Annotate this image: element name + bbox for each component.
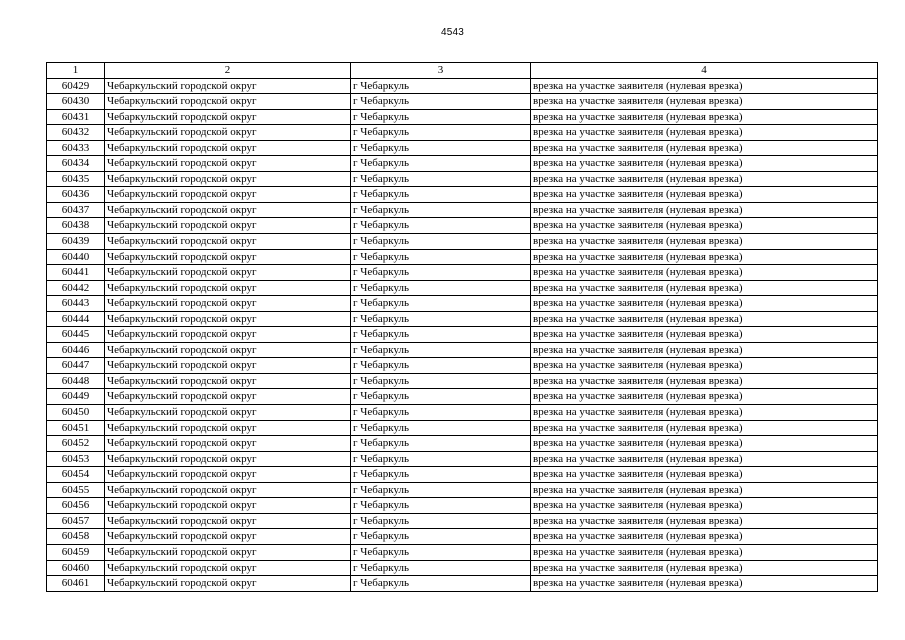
column-header-2: 2 [105, 63, 351, 79]
connection-type-cell: врезка на участке заявителя (нулевая врезка) [531, 249, 878, 265]
connection-type-cell: врезка на участке заявителя (нулевая врезка) [531, 78, 878, 94]
municipality-cell: Чебаркульский городской округ [105, 171, 351, 187]
row-number-cell: 60436 [47, 187, 105, 203]
locality-cell: г Чебаркуль [351, 171, 531, 187]
row-number-cell: 60447 [47, 358, 105, 374]
locality-cell: г Чебаркуль [351, 94, 531, 110]
table-row [47, 311, 878, 327]
connection-type-cell: врезка на участке заявителя (нулевая врезка) [531, 140, 878, 156]
table-row [47, 125, 878, 141]
locality-cell: г Чебаркуль [351, 405, 531, 421]
municipality-cell: Чебаркульский городской округ [105, 405, 351, 421]
locality-cell: г Чебаркуль [351, 249, 531, 265]
row-number-cell: 60454 [47, 467, 105, 483]
locality-cell: г Чебаркуль [351, 467, 531, 483]
table-row [47, 265, 878, 281]
municipality-cell: Чебаркульский городской округ [105, 327, 351, 343]
locality-cell: г Чебаркуль [351, 218, 531, 234]
row-number-cell: 60446 [47, 342, 105, 358]
table-row [47, 436, 878, 452]
connection-type-cell: врезка на участке заявителя (нулевая врезка) [531, 342, 878, 358]
row-number-cell: 60450 [47, 405, 105, 421]
municipality-cell: Чебаркульский городской округ [105, 125, 351, 141]
table-row [47, 544, 878, 560]
connection-type-cell: врезка на участке заявителя (нулевая врезка) [531, 125, 878, 141]
municipality-cell: Чебаркульский городской округ [105, 249, 351, 265]
connection-type-cell: врезка на участке заявителя (нулевая врезка) [531, 451, 878, 467]
locality-cell: г Чебаркуль [351, 109, 531, 125]
table-row [47, 498, 878, 514]
table-body [47, 78, 878, 591]
municipality-cell: Чебаркульский городской округ [105, 140, 351, 156]
connection-type-cell: врезка на участке заявителя (нулевая врезка) [531, 218, 878, 234]
locality-cell: г Чебаркуль [351, 311, 531, 327]
locality-cell: г Чебаркуль [351, 513, 531, 529]
locality-cell: г Чебаркуль [351, 451, 531, 467]
row-number-cell: 60434 [47, 156, 105, 172]
table-row [47, 358, 878, 374]
table-row [47, 529, 878, 545]
row-number-cell: 60442 [47, 280, 105, 296]
municipality-cell: Чебаркульский городской округ [105, 451, 351, 467]
row-number-cell: 60431 [47, 109, 105, 125]
table-row [47, 467, 878, 483]
municipality-cell: Чебаркульский городской округ [105, 373, 351, 389]
registry-table [46, 62, 878, 592]
table-row [47, 280, 878, 296]
table-row [47, 420, 878, 436]
municipality-cell: Чебаркульский городской округ [105, 342, 351, 358]
connection-type-cell: врезка на участке заявителя (нулевая врезка) [531, 311, 878, 327]
row-number-cell: 60441 [47, 265, 105, 281]
table-row [47, 94, 878, 110]
connection-type-cell: врезка на участке заявителя (нулевая врезка) [531, 171, 878, 187]
municipality-cell: Чебаркульский городской округ [105, 156, 351, 172]
locality-cell: г Чебаркуль [351, 342, 531, 358]
municipality-cell: Чебаркульский городской округ [105, 280, 351, 296]
locality-cell: г Чебаркуль [351, 78, 531, 94]
municipality-cell: Чебаркульский городской округ [105, 265, 351, 281]
table-row [47, 405, 878, 421]
municipality-cell: Чебаркульский городской округ [105, 544, 351, 560]
row-number-cell: 60433 [47, 140, 105, 156]
row-number-cell: 60453 [47, 451, 105, 467]
municipality-cell: Чебаркульский городской округ [105, 311, 351, 327]
row-number-cell: 60429 [47, 78, 105, 94]
municipality-cell: Чебаркульский городской округ [105, 560, 351, 576]
table-row [47, 560, 878, 576]
municipality-cell: Чебаркульский городской округ [105, 187, 351, 203]
page-number: 4543 [440, 27, 465, 38]
connection-type-cell: врезка на участке заявителя (нулевая врезка) [531, 202, 878, 218]
column-header-3: 3 [351, 63, 531, 79]
locality-cell: г Чебаркуль [351, 358, 531, 374]
connection-type-cell: врезка на участке заявителя (нулевая врезка) [531, 513, 878, 529]
connection-type-cell: врезка на участке заявителя (нулевая врезка) [531, 560, 878, 576]
locality-cell: г Чебаркуль [351, 576, 531, 592]
municipality-cell: Чебаркульский городской округ [105, 202, 351, 218]
municipality-cell: Чебаркульский городской округ [105, 513, 351, 529]
table-row [47, 342, 878, 358]
locality-cell: г Чебаркуль [351, 498, 531, 514]
table-row [47, 576, 878, 592]
municipality-cell: Чебаркульский городской округ [105, 467, 351, 483]
municipality-cell: Чебаркульский городской округ [105, 358, 351, 374]
row-number-cell: 60455 [47, 482, 105, 498]
locality-cell: г Чебаркуль [351, 156, 531, 172]
table-row [47, 451, 878, 467]
locality-cell: г Чебаркуль [351, 373, 531, 389]
row-number-cell: 60437 [47, 202, 105, 218]
table-row [47, 218, 878, 234]
municipality-cell: Чебаркульский городской округ [105, 109, 351, 125]
connection-type-cell: врезка на участке заявителя (нулевая врезка) [531, 405, 878, 421]
row-number-cell: 60439 [47, 234, 105, 250]
table-row [47, 373, 878, 389]
connection-type-cell: врезка на участке заявителя (нулевая врезка) [531, 358, 878, 374]
locality-cell: г Чебаркуль [351, 544, 531, 560]
locality-cell: г Чебаркуль [351, 125, 531, 141]
municipality-cell: Чебаркульский городской округ [105, 436, 351, 452]
municipality-cell: Чебаркульский городской округ [105, 78, 351, 94]
table-row [47, 156, 878, 172]
row-number-cell: 60438 [47, 218, 105, 234]
locality-cell: г Чебаркуль [351, 280, 531, 296]
table-row [47, 482, 878, 498]
municipality-cell: Чебаркульский городской округ [105, 576, 351, 592]
table-row [47, 513, 878, 529]
row-number-cell: 60452 [47, 436, 105, 452]
municipality-cell: Чебаркульский городской округ [105, 529, 351, 545]
connection-type-cell: врезка на участке заявителя (нулевая врезка) [531, 265, 878, 281]
locality-cell: г Чебаркуль [351, 560, 531, 576]
municipality-cell: Чебаркульский городской округ [105, 94, 351, 110]
table-row [47, 202, 878, 218]
table-row [47, 109, 878, 125]
row-number-cell: 60444 [47, 311, 105, 327]
connection-type-cell: врезка на участке заявителя (нулевая врезка) [531, 544, 878, 560]
row-number-cell: 60448 [47, 373, 105, 389]
locality-cell: г Чебаркуль [351, 529, 531, 545]
row-number-cell: 60440 [47, 249, 105, 265]
connection-type-cell: врезка на участке заявителя (нулевая врезка) [531, 498, 878, 514]
connection-type-cell: врезка на участке заявителя (нулевая врезка) [531, 187, 878, 203]
row-number-cell: 60443 [47, 296, 105, 312]
municipality-cell: Чебаркульский городской округ [105, 234, 351, 250]
table-row [47, 78, 878, 94]
locality-cell: г Чебаркуль [351, 420, 531, 436]
row-number-cell: 60451 [47, 420, 105, 436]
row-number-cell: 60449 [47, 389, 105, 405]
row-number-cell: 60457 [47, 513, 105, 529]
connection-type-cell: врезка на участке заявителя (нулевая врезка) [531, 482, 878, 498]
locality-cell: г Чебаркуль [351, 140, 531, 156]
connection-type-cell: врезка на участке заявителя (нулевая врезка) [531, 109, 878, 125]
locality-cell: г Чебаркуль [351, 234, 531, 250]
connection-type-cell: врезка на участке заявителя (нулевая врезка) [531, 94, 878, 110]
municipality-cell: Чебаркульский городской округ [105, 218, 351, 234]
table-row [47, 140, 878, 156]
row-number-cell: 60430 [47, 94, 105, 110]
locality-cell: г Чебаркуль [351, 327, 531, 343]
municipality-cell: Чебаркульский городской округ [105, 296, 351, 312]
connection-type-cell: врезка на участке заявителя (нулевая врезка) [531, 576, 878, 592]
row-number-cell: 60456 [47, 498, 105, 514]
connection-type-cell: врезка на участке заявителя (нулевая врезка) [531, 467, 878, 483]
locality-cell: г Чебаркуль [351, 202, 531, 218]
row-number-cell: 60432 [47, 125, 105, 141]
row-number-cell: 60460 [47, 560, 105, 576]
connection-type-cell: врезка на участке заявителя (нулевая врезка) [531, 529, 878, 545]
municipality-cell: Чебаркульский городской округ [105, 498, 351, 514]
connection-type-cell: врезка на участке заявителя (нулевая врезка) [531, 373, 878, 389]
table-row [47, 171, 878, 187]
locality-cell: г Чебаркуль [351, 265, 531, 281]
table-row [47, 249, 878, 265]
locality-cell: г Чебаркуль [351, 389, 531, 405]
locality-cell: г Чебаркуль [351, 482, 531, 498]
row-number-cell: 60461 [47, 576, 105, 592]
table-row [47, 296, 878, 312]
municipality-cell: Чебаркульский городской округ [105, 482, 351, 498]
table-row [47, 389, 878, 405]
row-number-cell: 60459 [47, 544, 105, 560]
locality-cell: г Чебаркуль [351, 296, 531, 312]
connection-type-cell: врезка на участке заявителя (нулевая врезка) [531, 296, 878, 312]
table-row [47, 234, 878, 250]
connection-type-cell: врезка на участке заявителя (нулевая врезка) [531, 156, 878, 172]
connection-type-cell: врезка на участке заявителя (нулевая врезка) [531, 280, 878, 296]
locality-cell: г Чебаркуль [351, 436, 531, 452]
table-row [47, 187, 878, 203]
row-number-cell: 60458 [47, 529, 105, 545]
municipality-cell: Чебаркульский городской округ [105, 420, 351, 436]
connection-type-cell: врезка на участке заявителя (нулевая врезка) [531, 420, 878, 436]
header-row [47, 63, 878, 79]
connection-type-cell: врезка на участке заявителя (нулевая врезка) [531, 389, 878, 405]
column-header-1: 1 [47, 63, 105, 79]
row-number-cell: 60435 [47, 171, 105, 187]
connection-type-cell: врезка на участке заявителя (нулевая врезка) [531, 436, 878, 452]
table-row [47, 327, 878, 343]
connection-type-cell: врезка на участке заявителя (нулевая врезка) [531, 327, 878, 343]
row-number-cell: 60445 [47, 327, 105, 343]
municipality-cell: Чебаркульский городской округ [105, 389, 351, 405]
column-header-4: 4 [531, 63, 878, 79]
locality-cell: г Чебаркуль [351, 187, 531, 203]
connection-type-cell: врезка на участке заявителя (нулевая врезка) [531, 234, 878, 250]
